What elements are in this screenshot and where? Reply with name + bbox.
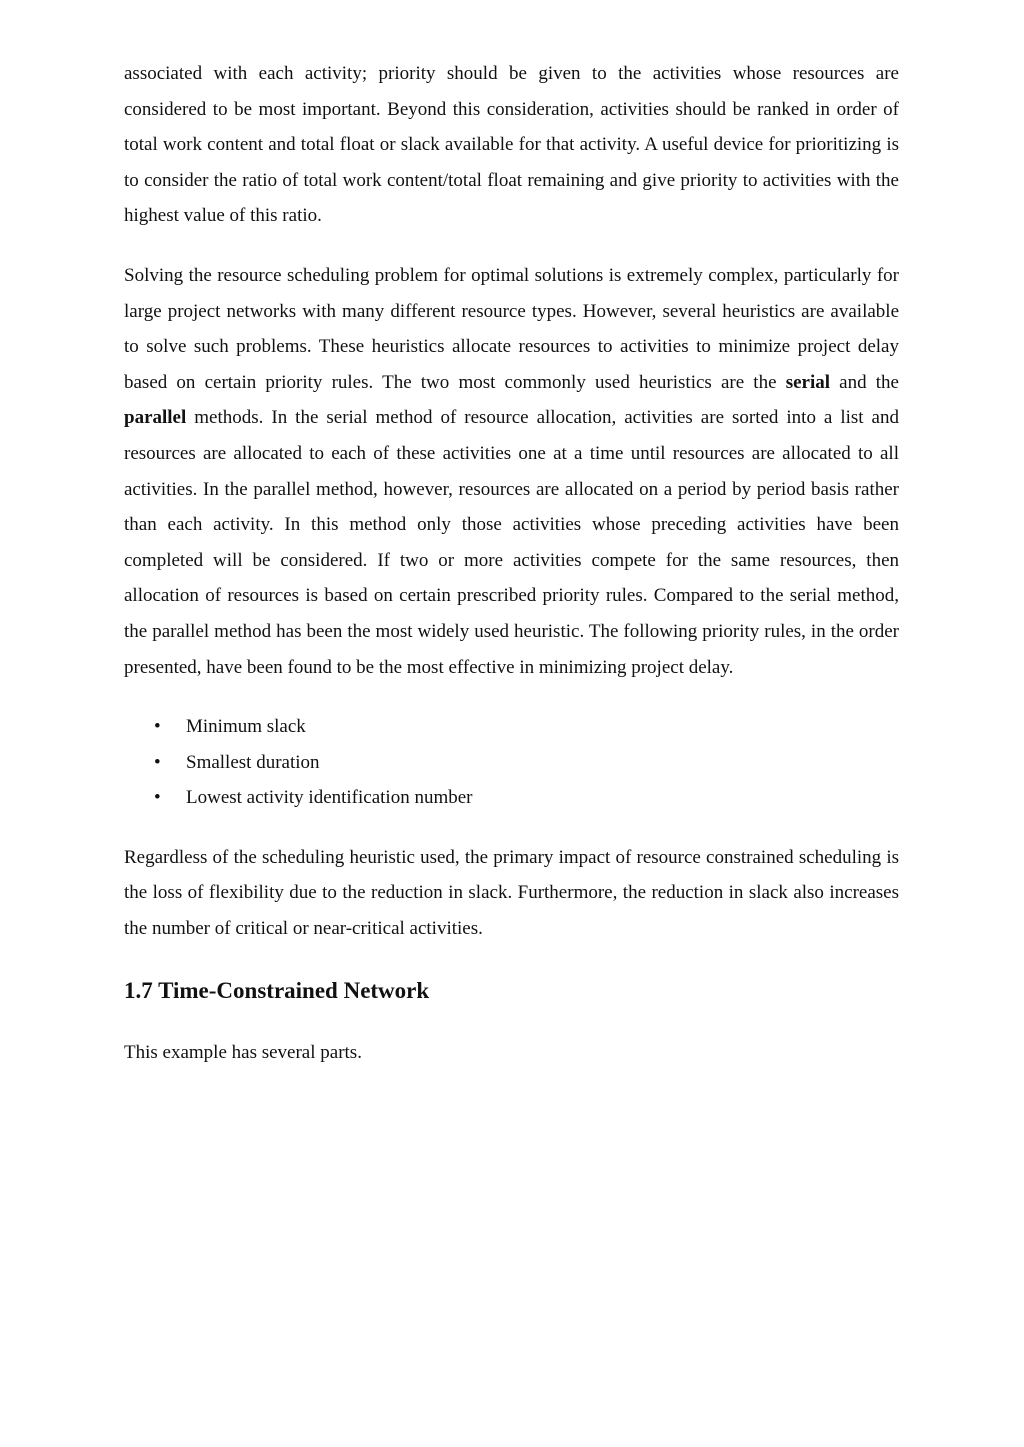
document-page <box>124 56 899 1070</box>
list-item <box>124 745 899 781</box>
list-item-label: Smallest duration <box>186 751 320 773</box>
paragraph-heuristics-text-3: methods. In the serial method of resource allocation, activities are sorted into a list and resources are allocated to each of these activities one at a time until resources are allocated to all activities. In the parallel method, however, resources are allocated on a period by period basis rather than each activity. In this method only those activities whose preceding activities have been completed will be considered. If two or more activities compete for the same resources, then allocation of resources is based on certain prescribed priority rules. Compared to the serial method, the parallel method has been the most widely used heuristic. The following priority rules, in the order presented, have been found to be the most effective in minimizing project delay. <box>124 407 899 678</box>
paragraph-example-intro: This example has several parts. <box>124 1041 362 1063</box>
paragraph-priority-ranking: associated with each activity; priority should be given to the activities whose resources are considered to be most important. Beyond this consideration, activities should be ranked in order of total work content and total float or slack available for that activity. A useful device for prioritizing is to consider the ratio of total work content/total float remaining and give priority to activities with the highest value of this ratio. <box>124 63 899 227</box>
list-item <box>124 709 899 745</box>
priority-rules-list <box>124 709 899 816</box>
bullet-icon: • <box>154 716 161 738</box>
term-parallel: parallel <box>124 407 187 429</box>
paragraph-heuristics-text-1: Solving the resource scheduling problem for optimal solutions is extremely complex, particularly for large project networks with many different resource types. However, several heuristics are available to solve such problems. These heuristics allocate resources to activities to minimize project delay based on certain priority rules. The two most commonly used heuristics are the <box>124 264 899 393</box>
paragraph-impact: Regardless of the scheduling heuristic used, the primary impact of resource constrained scheduling is the loss of flexibility due to the reduction in slack. Furthermore, the reduction in slack also increases the number of critical or near-critical activities. <box>124 846 899 940</box>
list-item-label: Minimum slack <box>186 716 306 738</box>
paragraph-heuristics-text-2: and the <box>830 371 899 393</box>
list-item-label: Lowest activity identification number <box>186 787 473 809</box>
paragraph-heuristics <box>124 258 899 685</box>
bullet-icon: • <box>154 787 161 809</box>
term-serial: serial <box>785 371 831 393</box>
section-heading: 1.7 Time-Constrained Network <box>124 977 430 1003</box>
list-item <box>124 780 899 816</box>
bullet-icon: • <box>154 751 161 773</box>
